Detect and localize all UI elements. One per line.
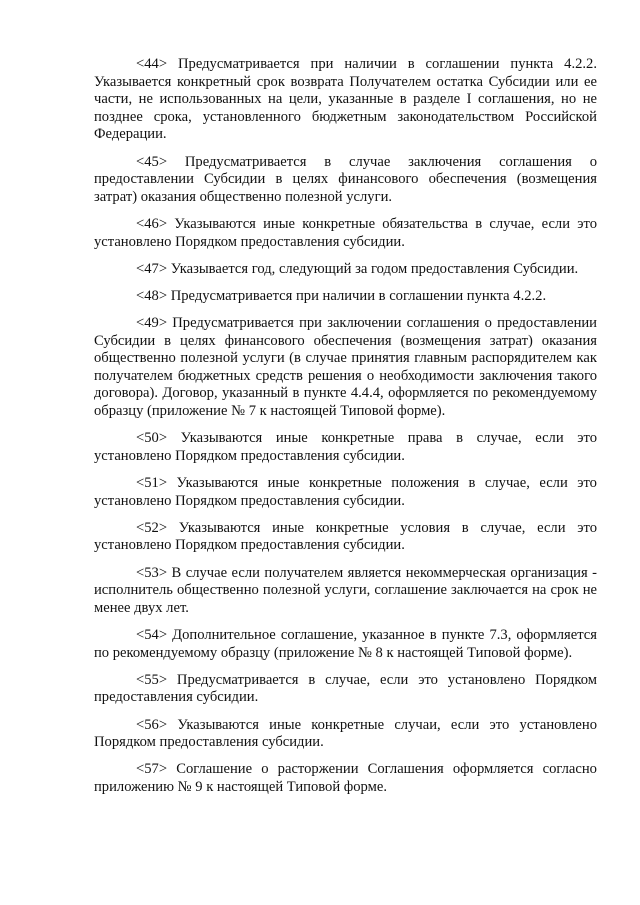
footnote-text: Указывается год, следующий за годом предоставления Субсидии.: [170, 260, 579, 277]
footnote-marker: <55>: [136, 671, 168, 688]
footnote-57: [94, 761, 597, 796]
footnote-marker: <45>: [136, 153, 168, 170]
footnote-marker: <44>: [136, 56, 168, 72]
footnote-49: [94, 315, 597, 421]
footnote-marker: <51>: [136, 475, 168, 492]
footnote-55: [94, 672, 597, 707]
footnote-46: [94, 216, 597, 251]
footnote-marker: <46>: [136, 215, 168, 232]
footnote-45: [94, 154, 597, 207]
footnote-marker: <48>: [136, 287, 168, 304]
footnote-marker: <49>: [136, 315, 168, 332]
footnote-text: Предусматривается в случае, если это установлено Порядком предоставления субсидии.: [94, 671, 597, 706]
footnote-text: Указываются иные конкретные случаи, если это установлено Порядком предоставления субсидии.: [94, 716, 597, 751]
footnote-marker: <50>: [136, 430, 168, 447]
footnote-text: Дополнительное соглашение, указанное в пункте 7.3, оформляется по рекомендуемому образцу (приложение № 8 к настоящей Типовой форме).: [94, 626, 597, 661]
document-page: [94, 56, 597, 806]
footnote-50: [94, 430, 597, 465]
footnote-51: [94, 475, 597, 510]
footnote-text: Указываются иные конкретные права в случае, если это установлено Порядком предоставления субсидии.: [94, 430, 597, 464]
footnote-text: Предусматривается при заключении соглашения о предоставлении Субсидии в целях финансового обеспечения (возмещения затрат) оказания общественно полезной услуги (в случае принятия главным распорядителем как получателем бюджетных средств решения о необходимости заключения такого договора). Договор, указанный в пункте 4.4.4, оформляется по рекомендуемому образцу (приложение № 7 к настоящей Типовой форме).: [94, 315, 597, 420]
footnote-44: [94, 56, 597, 144]
footnote-text: Указываются иные конкретные обязательства в случае, если это установлено Порядком предоставления субсидии.: [94, 215, 597, 250]
footnote-53: [94, 565, 597, 618]
footnote-marker: <57>: [136, 761, 168, 778]
footnote-marker: <53>: [136, 564, 168, 581]
footnote-56: [94, 717, 597, 752]
footnote-48: [94, 288, 597, 306]
footnote-54: [94, 627, 597, 662]
footnote-text: Предусматривается в случае заключения соглашения о предоставлении Субсидии в целях финансового обеспечения (возмещения затрат) оказания общественно полезной услуги.: [94, 153, 597, 205]
footnote-text: Указываются иные конкретные положения в случае, если это установлено Порядком предоставления субсидии.: [94, 475, 597, 509]
footnote-text: Соглашение о расторжении Соглашения оформляется согласно приложению № 9 к настоящей Типовой форме.: [94, 761, 597, 795]
footnote-text: В случае если получателем является некоммерческая организация - исполнитель общественно полезной услуги, соглашение заключается на срок не менее двух лет.: [94, 564, 598, 616]
footnote-marker: <54>: [136, 626, 168, 643]
footnote-text: Предусматривается при наличии в соглашении пункта 4.2.2.: [170, 287, 547, 304]
footnote-marker: <47>: [136, 260, 168, 277]
footnote-marker: <56>: [136, 716, 168, 733]
footnote-text: Предусматривается при наличии в соглашении пункта 4.2.2. Указывается конкретный срок возврата Получателем остатка Субсидии или ее части, не использованных на цели, указанные в разделе I соглашения, но не позднее срока, установленного бюджетным законодательством Российской Федерации.: [94, 56, 597, 143]
footnote-marker: <52>: [136, 519, 168, 536]
footnote-52: [94, 520, 597, 555]
footnote-47: [94, 261, 597, 279]
footnote-text: Указываются иные конкретные условия в случае, если это установлено Порядком предоставления субсидии.: [94, 519, 597, 554]
